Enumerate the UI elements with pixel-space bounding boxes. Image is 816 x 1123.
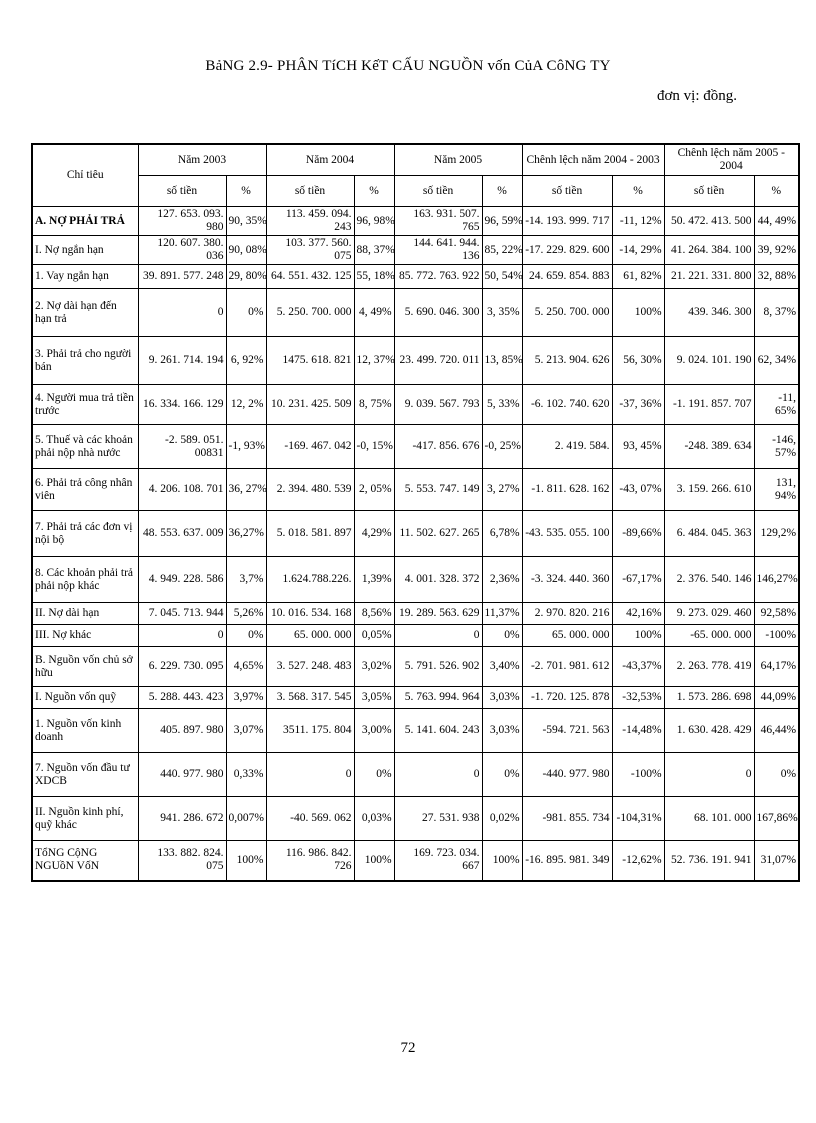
table-row (32, 289, 799, 337)
percent-cell: 36,27% (226, 511, 266, 557)
subheader-pct: % (226, 176, 266, 207)
percent-cell: 61, 82% (612, 265, 664, 289)
table-row (32, 709, 799, 753)
amount-cell: -1. 720. 125. 878 (522, 687, 612, 709)
amount-cell: -440. 977. 980 (522, 753, 612, 797)
amount-cell: 0 (138, 625, 226, 647)
percent-cell: 3, 27% (482, 469, 522, 511)
amount-cell: 113. 459. 094. 243 (266, 207, 354, 236)
amount-cell: 85. 772. 763. 922 (394, 265, 482, 289)
amount-cell: -6. 102. 740. 620 (522, 385, 612, 425)
amount-cell: 1. 630. 428. 429 (664, 709, 754, 753)
percent-cell: -67,17% (612, 557, 664, 603)
percent-cell: -100% (612, 753, 664, 797)
percent-cell: 62, 34% (754, 337, 799, 385)
header-group: Năm 2003 (138, 144, 266, 176)
header-group: Chênh lệch năm 2004 - 2003 (522, 144, 664, 176)
amount-cell: 48. 553. 637. 009 (138, 511, 226, 557)
amount-cell: 440. 977. 980 (138, 753, 226, 797)
table-row (32, 603, 799, 625)
percent-cell: 2, 05% (354, 469, 394, 511)
percent-cell: -0, 15% (354, 425, 394, 469)
row-label: I. Nguồn vốn quỹ (32, 687, 138, 709)
amount-cell: 68. 101. 000 (664, 797, 754, 841)
percent-cell: 0% (482, 753, 522, 797)
percent-cell: 146,27% (754, 557, 799, 603)
row-label: 1. Vay ngắn hạn (32, 265, 138, 289)
percent-cell: 100% (226, 841, 266, 881)
subheader-pct: % (482, 176, 522, 207)
percent-cell: 13, 85% (482, 337, 522, 385)
amount-cell: 1.624.788.226. (266, 557, 354, 603)
amount-cell: -16. 895. 981. 349 (522, 841, 612, 881)
amount-cell: 19. 289. 563. 629 (394, 603, 482, 625)
table-row (32, 511, 799, 557)
percent-cell: -43,37% (612, 647, 664, 687)
row-label: I. Nợ ngắn hạn (32, 236, 138, 265)
amount-cell: 3511. 175. 804 (266, 709, 354, 753)
amount-cell: 3. 159. 266. 610 (664, 469, 754, 511)
percent-cell: -89,66% (612, 511, 664, 557)
percent-cell: 6, 92% (226, 337, 266, 385)
subheader-amount: số tiền (522, 176, 612, 207)
amount-cell: 120. 607. 380. 036 (138, 236, 226, 265)
table-row (32, 207, 799, 236)
percent-cell: 44,09% (754, 687, 799, 709)
amount-cell: 11. 502. 627. 265 (394, 511, 482, 557)
amount-cell: 0 (266, 753, 354, 797)
percent-cell: 0,03% (354, 797, 394, 841)
row-label: B. Nguồn vốn chủ sở hữu (32, 647, 138, 687)
amount-cell: 5. 018. 581. 897 (266, 511, 354, 557)
percent-cell: -12,62% (612, 841, 664, 881)
amount-cell: 9. 273. 029. 460 (664, 603, 754, 625)
table-row (32, 797, 799, 841)
percent-cell: 2,36% (482, 557, 522, 603)
amount-cell: 127. 653. 093. 980 (138, 207, 226, 236)
table-row (32, 557, 799, 603)
amount-cell: 5. 288. 443. 423 (138, 687, 226, 709)
amount-cell: 116. 986. 842. 726 (266, 841, 354, 881)
unit-label: đơn vị: đồng. (657, 88, 738, 104)
percent-cell: 5,26% (226, 603, 266, 625)
percent-cell: 3,03% (482, 687, 522, 709)
percent-cell: 31,07% (754, 841, 799, 881)
header-group: Chênh lệch năm 2005 - 2004 (664, 144, 799, 176)
amount-cell: -248. 389. 634 (664, 425, 754, 469)
subheader-amount: số tiền (394, 176, 482, 207)
percent-cell: 6,78% (482, 511, 522, 557)
row-label: II. Nguồn kinh phí, quỹ khác (32, 797, 138, 841)
amount-cell: 3. 568. 317. 545 (266, 687, 354, 709)
percent-cell: 36, 27% (226, 469, 266, 511)
amount-cell: 169. 723. 034. 667 (394, 841, 482, 881)
subheader-amount: số tiền (664, 176, 754, 207)
amount-cell: 0 (394, 753, 482, 797)
subheader-amount: số tiền (266, 176, 354, 207)
row-label: 8. Các khoản phải trả phải nộp khác (32, 557, 138, 603)
amount-cell: -169. 467. 042 (266, 425, 354, 469)
row-label: 7. Nguồn vốn đầu tư XDCB (32, 753, 138, 797)
amount-cell: 133. 882. 824. 075 (138, 841, 226, 881)
row-label: A. NỢ PHẢI TRẢ (32, 207, 138, 236)
amount-cell: -2. 589. 051. 00831 (138, 425, 226, 469)
amount-cell: 10. 016. 534. 168 (266, 603, 354, 625)
amount-cell: 1. 573. 286. 698 (664, 687, 754, 709)
percent-cell: 0,007% (226, 797, 266, 841)
percent-cell: -100% (754, 625, 799, 647)
percent-cell: 64,17% (754, 647, 799, 687)
percent-cell: 100% (612, 289, 664, 337)
amount-cell: 4. 949. 228. 586 (138, 557, 226, 603)
row-label: 1. Nguồn vốn kinh doanh (32, 709, 138, 753)
percent-cell: -146, 57% (754, 425, 799, 469)
row-label: TổNG CộNG NGUồN VốN (32, 841, 138, 881)
amount-cell: 16. 334. 166. 129 (138, 385, 226, 425)
amount-cell: 50. 472. 413. 500 (664, 207, 754, 236)
amount-cell: 24. 659. 854. 883 (522, 265, 612, 289)
percent-cell: -43, 07% (612, 469, 664, 511)
subheader-pct: % (354, 176, 394, 207)
table-row (32, 236, 799, 265)
percent-cell: 50, 54% (482, 265, 522, 289)
amount-cell: 4. 001. 328. 372 (394, 557, 482, 603)
percent-cell: 42,16% (612, 603, 664, 625)
amount-cell: 39. 891. 577. 248 (138, 265, 226, 289)
percent-cell: 167,86% (754, 797, 799, 841)
percent-cell: 0% (354, 753, 394, 797)
amount-cell: -17. 229. 829. 600 (522, 236, 612, 265)
percent-cell: -14, 29% (612, 236, 664, 265)
percent-cell: 56, 30% (612, 337, 664, 385)
row-label: 3. Phải trả cho người bán (32, 337, 138, 385)
amount-cell: 5. 141. 604. 243 (394, 709, 482, 753)
percent-cell: -1, 93% (226, 425, 266, 469)
percent-cell: 4,65% (226, 647, 266, 687)
amount-cell: 1475. 618. 821 (266, 337, 354, 385)
row-label: III. Nợ khác (32, 625, 138, 647)
amount-cell: 405. 897. 980 (138, 709, 226, 753)
percent-cell: 96, 98% (354, 207, 394, 236)
percent-cell: 11,37% (482, 603, 522, 625)
percent-cell: 46,44% (754, 709, 799, 753)
header-group: Năm 2004 (266, 144, 394, 176)
page-title: BảNG 2.9- PHÂN TíCH KếT CẤU NGUỒN vốn CủA CôNG TY (205, 58, 611, 74)
amount-cell: 52. 736. 191. 941 (664, 841, 754, 881)
amount-cell: 2. 419. 584. (522, 425, 612, 469)
amount-cell: 65. 000. 000 (522, 625, 612, 647)
amount-cell: -2. 701. 981. 612 (522, 647, 612, 687)
amount-cell: 65. 000. 000 (266, 625, 354, 647)
percent-cell: 8,56% (354, 603, 394, 625)
amount-cell: 7. 045. 713. 944 (138, 603, 226, 625)
amount-cell: -1. 191. 857. 707 (664, 385, 754, 425)
percent-cell: 90, 08% (226, 236, 266, 265)
table-body (32, 207, 799, 881)
table-row (32, 425, 799, 469)
amount-cell: 2. 394. 480. 539 (266, 469, 354, 511)
percent-cell: 3,03% (482, 709, 522, 753)
percent-cell: 4,29% (354, 511, 394, 557)
amount-cell: -1. 811. 628. 162 (522, 469, 612, 511)
table-row (32, 337, 799, 385)
amount-cell: 9. 261. 714. 194 (138, 337, 226, 385)
amount-cell: 21. 221. 331. 800 (664, 265, 754, 289)
table-row (32, 265, 799, 289)
table-row (32, 625, 799, 647)
amount-cell: 5. 213. 904. 626 (522, 337, 612, 385)
amount-cell: 10. 231. 425. 509 (266, 385, 354, 425)
percent-cell: 3,00% (354, 709, 394, 753)
amount-cell: 163. 931. 507. 765 (394, 207, 482, 236)
amount-cell: 5. 791. 526. 902 (394, 647, 482, 687)
amount-cell: 0 (138, 289, 226, 337)
percent-cell: 85, 22% (482, 236, 522, 265)
percent-cell: 4, 49% (354, 289, 394, 337)
table-row (32, 687, 799, 709)
percent-cell: -11, 65% (754, 385, 799, 425)
percent-cell: 0,02% (482, 797, 522, 841)
amount-cell: 4. 206. 108. 701 (138, 469, 226, 511)
percent-cell: 131, 94% (754, 469, 799, 511)
percent-cell: 3, 35% (482, 289, 522, 337)
subheader-row (32, 176, 799, 207)
amount-cell: 41. 264. 384. 100 (664, 236, 754, 265)
amount-cell: 3. 527. 248. 483 (266, 647, 354, 687)
amount-cell: -65. 000. 000 (664, 625, 754, 647)
page-number: 72 (400, 1040, 416, 1056)
amount-cell: 5. 553. 747. 149 (394, 469, 482, 511)
percent-cell: 0% (226, 289, 266, 337)
amount-cell: 0 (664, 753, 754, 797)
percent-cell: 3,05% (354, 687, 394, 709)
percent-cell: 0% (482, 625, 522, 647)
capital-structure-table (31, 143, 800, 882)
percent-cell: 1,39% (354, 557, 394, 603)
percent-cell: 129,2% (754, 511, 799, 557)
row-label: II. Nợ dài hạn (32, 603, 138, 625)
percent-cell: 3,97% (226, 687, 266, 709)
header-row (32, 144, 799, 176)
amount-cell: 5. 763. 994. 964 (394, 687, 482, 709)
amount-cell: 439. 346. 300 (664, 289, 754, 337)
amount-cell: -981. 855. 734 (522, 797, 612, 841)
amount-cell: 0 (394, 625, 482, 647)
amount-cell: 27. 531. 938 (394, 797, 482, 841)
percent-cell: 3,7% (226, 557, 266, 603)
table-row (32, 753, 799, 797)
amount-cell: 5. 250. 700. 000 (266, 289, 354, 337)
percent-cell: 90, 35% (226, 207, 266, 236)
percent-cell: 93, 45% (612, 425, 664, 469)
table-row (32, 469, 799, 511)
percent-cell: 0% (754, 753, 799, 797)
percent-cell: 100% (354, 841, 394, 881)
percent-cell: 5, 33% (482, 385, 522, 425)
subheader-pct: % (612, 176, 664, 207)
amount-cell: 23. 499. 720. 011 (394, 337, 482, 385)
percent-cell: 32, 88% (754, 265, 799, 289)
row-label: 7. Phải trả các đơn vị nội bộ (32, 511, 138, 557)
percent-cell: 92,58% (754, 603, 799, 625)
amount-cell: 144. 641. 944. 136 (394, 236, 482, 265)
amount-cell: 5. 250. 700. 000 (522, 289, 612, 337)
percent-cell: 8, 75% (354, 385, 394, 425)
percent-cell: 0% (226, 625, 266, 647)
percent-cell: -0, 25% (482, 425, 522, 469)
table-row (32, 841, 799, 881)
percent-cell: 0,33% (226, 753, 266, 797)
row-label: 6. Phải trả công nhân viên (32, 469, 138, 511)
percent-cell: 29, 80% (226, 265, 266, 289)
amount-cell: 2. 376. 540. 146 (664, 557, 754, 603)
percent-cell: 39, 92% (754, 236, 799, 265)
amount-cell: -14. 193. 999. 717 (522, 207, 612, 236)
percent-cell: 55, 18% (354, 265, 394, 289)
amount-cell: -43. 535. 055. 100 (522, 511, 612, 557)
percent-cell: 100% (482, 841, 522, 881)
amount-cell: -594. 721. 563 (522, 709, 612, 753)
subheader-amount: số tiền (138, 176, 226, 207)
amount-cell: 103. 377. 560. 075 (266, 236, 354, 265)
amount-cell: 9. 024. 101. 190 (664, 337, 754, 385)
row-label: 4. Người mua trả tiền trước (32, 385, 138, 425)
percent-cell: -104,31% (612, 797, 664, 841)
table-row (32, 647, 799, 687)
amount-cell: -40. 569. 062 (266, 797, 354, 841)
percent-cell: 88, 37% (354, 236, 394, 265)
percent-cell: 8, 37% (754, 289, 799, 337)
percent-cell: 3,02% (354, 647, 394, 687)
percent-cell: -14,48% (612, 709, 664, 753)
amount-cell: 2. 263. 778. 419 (664, 647, 754, 687)
subheader-pct: % (754, 176, 799, 207)
table-row (32, 385, 799, 425)
row-label: 2. Nợ dài hạn đến hạn trả (32, 289, 138, 337)
header-chi-tieu: Chỉ tiêu (32, 144, 138, 207)
percent-cell: -11, 12% (612, 207, 664, 236)
percent-cell: 12, 2% (226, 385, 266, 425)
percent-cell: 44, 49% (754, 207, 799, 236)
percent-cell: -32,53% (612, 687, 664, 709)
percent-cell: 100% (612, 625, 664, 647)
amount-cell: 9. 039. 567. 793 (394, 385, 482, 425)
amount-cell: -417. 856. 676 (394, 425, 482, 469)
percent-cell: 96, 59% (482, 207, 522, 236)
percent-cell: 3,40% (482, 647, 522, 687)
amount-cell: 6. 484. 045. 363 (664, 511, 754, 557)
amount-cell: 2. 970. 820. 216 (522, 603, 612, 625)
amount-cell: 941. 286. 672 (138, 797, 226, 841)
amount-cell: 64. 551. 432. 125 (266, 265, 354, 289)
percent-cell: -37, 36% (612, 385, 664, 425)
percent-cell: 12, 37% (354, 337, 394, 385)
percent-cell: 3,07% (226, 709, 266, 753)
amount-cell: 6. 229. 730. 095 (138, 647, 226, 687)
header-group: Năm 2005 (394, 144, 522, 176)
amount-cell: -3. 324. 440. 360 (522, 557, 612, 603)
percent-cell: 0,05% (354, 625, 394, 647)
amount-cell: 5. 690. 046. 300 (394, 289, 482, 337)
row-label: 5. Thuế và các khoản phải nộp nhà nước (32, 425, 138, 469)
